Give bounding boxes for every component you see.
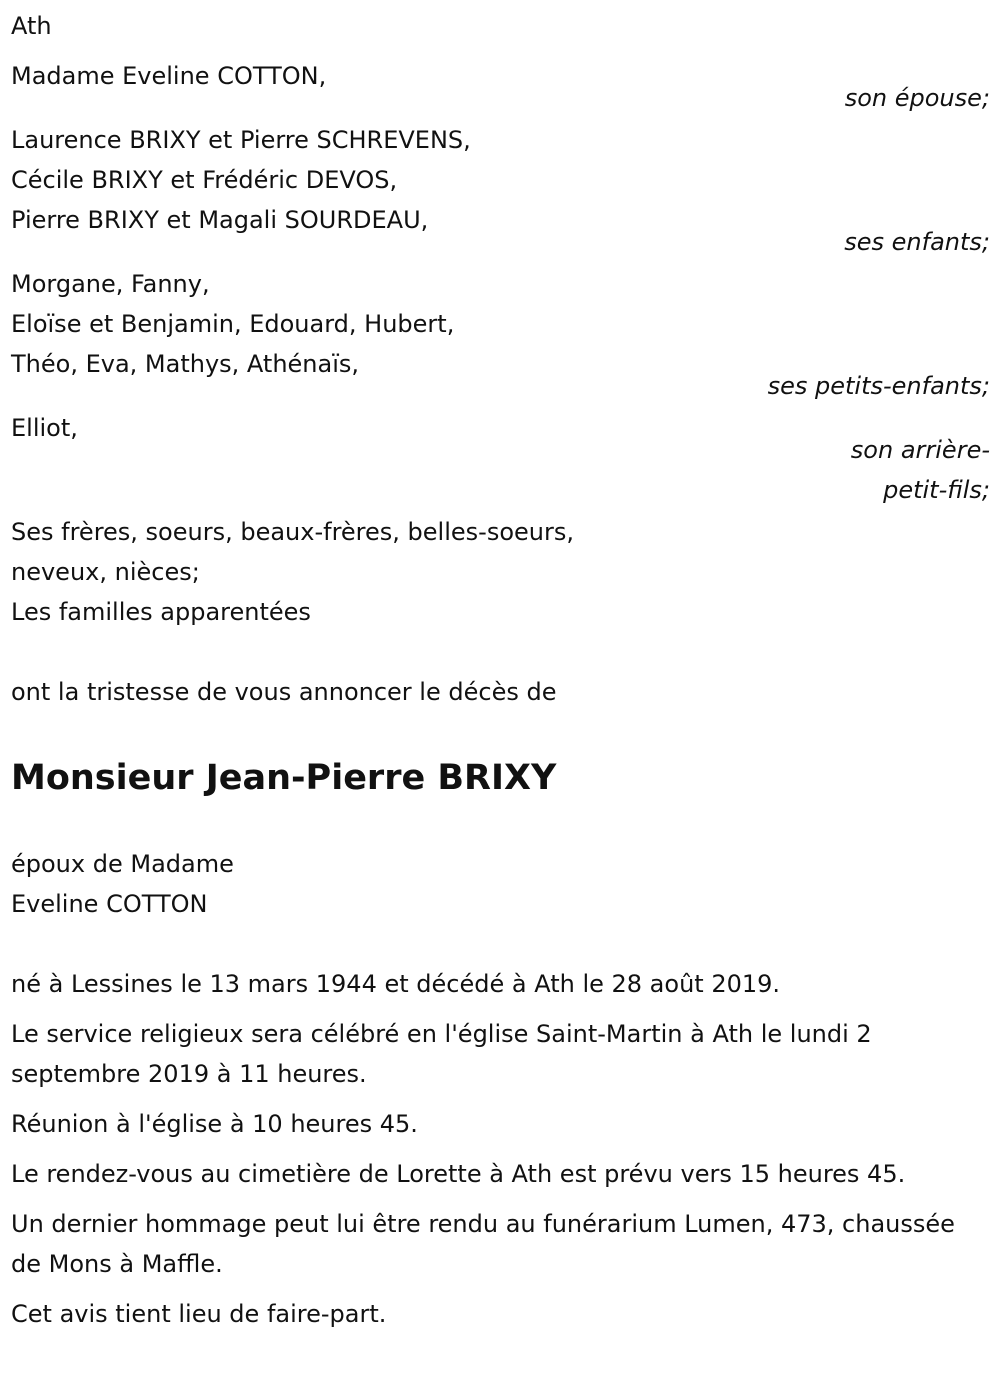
- children-role: ses enfants;: [844, 228, 990, 256]
- announcement: ont la tristesse de vous annoncer le décès de: [11, 678, 557, 706]
- family-line: Ses frères, soeurs, beaux-frères, belles-soeurs,: [11, 518, 574, 546]
- grandchild-line: Eloïse et Benjamin, Edouard, Hubert,: [11, 310, 455, 338]
- notice-paragraph: Cet avis tient lieu de faire-part.: [11, 1300, 387, 1328]
- grandchild-line: Théo, Eva, Mathys, Athénaïs,: [11, 350, 360, 378]
- location: Ath: [11, 12, 52, 40]
- cemetery-paragraph: Le rendez-vous au cimetière de Lorette à Ath est prévu vers 15 heures 45.: [11, 1160, 906, 1188]
- child-line: Cécile BRIXY et Frédéric DEVOS,: [11, 166, 398, 194]
- great-grandchild-section: [11, 408, 990, 510]
- children-section: [11, 120, 990, 262]
- funeral-home-paragraph: Un dernier hommage peut lui être rendu au funérarium Lumen, 473, chaussée de Mons à Maffle.: [11, 1210, 955, 1278]
- details-section: [11, 964, 971, 1334]
- gathering-paragraph: Réunion à l'église à 10 heures 45.: [11, 1110, 418, 1138]
- family-line: neveux, nièces;: [11, 558, 200, 586]
- grandchild-line: Morgane, Fanny,: [11, 270, 210, 298]
- spouse-of-section: [11, 844, 990, 924]
- family-section: [11, 512, 990, 632]
- spouse-role: son épouse;: [844, 84, 990, 112]
- spouse-of-line: Eveline COTTON: [11, 890, 208, 918]
- birth-death-paragraph: né à Lessines le 13 mars 1944 et décédé à Ath le 28 août 2019.: [11, 970, 781, 998]
- deceased-name: Monsieur Jean-Pierre BRIXY: [11, 758, 557, 798]
- service-paragraph: Le service religieux sera célébré en l'église Saint-Martin à Ath le lundi 2 septembre 2019 à 11 heures.: [11, 1020, 872, 1088]
- child-line: Laurence BRIXY et Pierre SCHREVENS,: [11, 126, 471, 154]
- great-grandchild-role-line1: son arrière-: [850, 436, 990, 464]
- family-line: Les familles apparentées: [11, 598, 311, 626]
- spouse-section: [11, 56, 990, 118]
- grandchildren-role: ses petits-enfants;: [767, 372, 990, 400]
- child-line: Pierre BRIXY et Magali SOURDEAU,: [11, 206, 429, 234]
- great-grandchild-line: Elliot,: [11, 414, 78, 442]
- great-grandchild-role-line2: petit-fils;: [883, 476, 990, 504]
- spouse-of-line: époux de Madame: [11, 850, 234, 878]
- spouse-name: Madame Eveline COTTON,: [11, 62, 327, 90]
- grandchildren-section: [11, 264, 990, 406]
